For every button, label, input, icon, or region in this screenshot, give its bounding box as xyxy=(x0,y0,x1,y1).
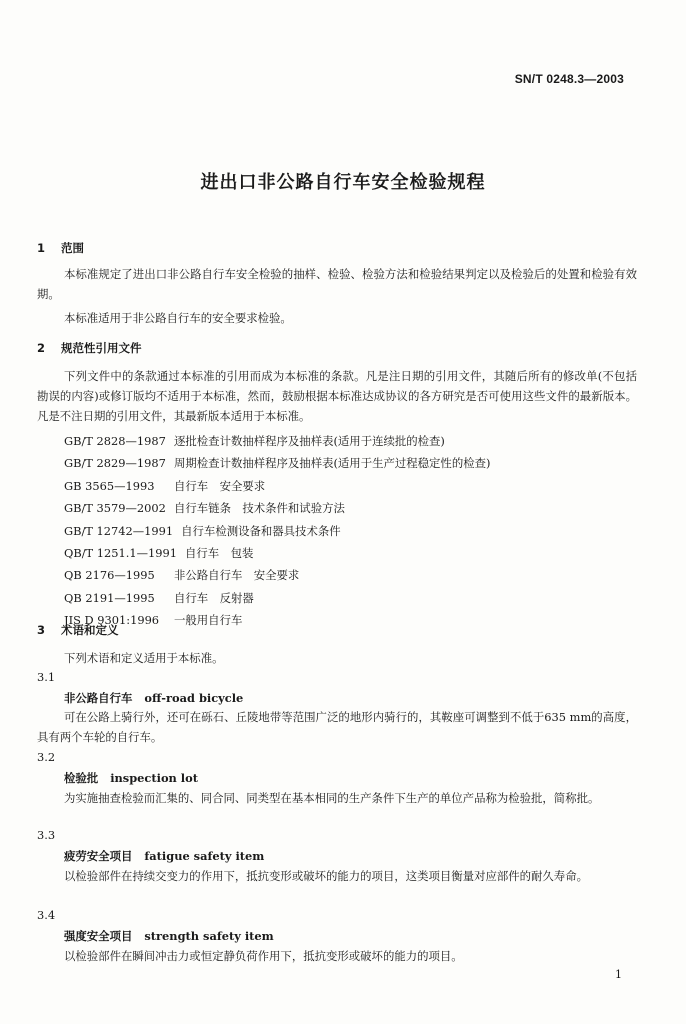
term-en: off-road bicycle xyxy=(144,691,244,705)
reference-code: JIS D 9301:1996 xyxy=(64,613,160,628)
clause-number: 3.1 xyxy=(37,670,56,684)
term-en: strength safety item xyxy=(144,929,274,943)
reference-list xyxy=(64,430,490,632)
list-item xyxy=(64,587,490,609)
list-item xyxy=(64,430,490,452)
section-number: 2 xyxy=(37,341,46,355)
term-en: fatigue safety item xyxy=(144,849,265,863)
term-definition: 为实施抽查检验而汇集的、同合同、同类型在基本相同的生产条件下生产的单位产品称为检验批，简称批。 xyxy=(64,791,600,805)
term-zh: 疲劳安全项目 xyxy=(64,849,133,863)
reference-title: 自行车检测设备和器具技术条件 xyxy=(181,523,341,538)
reference-title: 周期检查计数抽样程序及抽样表(适用于生产过程稳定性的检查) xyxy=(174,456,491,471)
reference-code: GB/T 3579—2002 xyxy=(64,501,166,516)
section-title: 范围 xyxy=(61,241,84,255)
term-heading xyxy=(64,928,274,944)
list-item xyxy=(64,452,490,474)
reference-code: QB/T 1251.1—1991 xyxy=(64,545,177,560)
term-zh: 非公路自行车 xyxy=(64,691,133,705)
term-heading xyxy=(64,848,264,864)
section-number: 1 xyxy=(37,241,46,255)
list-item xyxy=(64,520,490,542)
term-definition: 可在公路上骑行外，还可在砾石、丘陵地带等范围广泛的地形内骑行的，其鞍座可调整到不低于635 mm的高度，具有两个车轮的自行车。 xyxy=(37,710,637,744)
standard-code: SN/T 0248.3—2003 xyxy=(514,72,624,86)
reference-code: GB/T 2828—1987 xyxy=(64,434,166,448)
list-item xyxy=(64,609,490,631)
term-heading xyxy=(64,690,243,706)
reference-title: 自行车 包装 xyxy=(185,545,254,560)
clause-number: 3.3 xyxy=(37,828,56,842)
term-en: inspection lot xyxy=(110,771,198,785)
section-heading-normative-refs xyxy=(37,340,142,356)
reference-title: 非公路自行车 安全要求 xyxy=(174,568,300,583)
term-heading xyxy=(64,770,198,786)
term-zh: 检验批 xyxy=(64,771,99,785)
document-title: 进出口非公路自行车安全检验规程 xyxy=(200,172,486,193)
list-item xyxy=(64,564,490,586)
reference-code: QB 2191—1995 xyxy=(64,590,155,605)
section-heading-terms xyxy=(37,622,119,638)
list-item xyxy=(64,475,490,497)
reference-title: 逐批检查计数抽样程序及抽样表(适用于连续批的检查) xyxy=(174,434,445,448)
reference-title: 自行车 安全要求 xyxy=(174,478,266,493)
term-definition: 以检验部件在瞬间冲击力或恒定静负荷作用下，抵抗变形或破坏的能力的项目。 xyxy=(64,949,463,963)
reference-title: 自行车 反射器 xyxy=(174,590,254,605)
term-zh: 强度安全项目 xyxy=(64,929,133,943)
list-item xyxy=(64,497,490,519)
reference-code: GB/T 2829—1987 xyxy=(64,456,166,471)
reference-title: 一般用自行车 xyxy=(174,613,243,628)
reference-code: GB/T 12742—1991 xyxy=(64,523,174,538)
section-number: 3 xyxy=(37,623,46,637)
scope-paragraph-1: 本标准规定了进出口非公路自行车安全检验的抽样、检验、检验方法和检验结果判定以及检验后的处置和检验有效期。 xyxy=(37,267,637,301)
section-title: 术语和定义 xyxy=(61,623,119,637)
terms-intro: 下列术语和定义适用于本标准。 xyxy=(64,651,224,665)
section-title: 规范性引用文件 xyxy=(61,341,142,355)
clause-number: 3.4 xyxy=(37,908,56,922)
reference-title: 自行车链条 技术条件和试验方法 xyxy=(174,501,345,516)
list-item xyxy=(64,542,490,564)
scope-paragraph-2: 本标准适用于非公路自行车的安全要求检验。 xyxy=(64,311,292,325)
clause-number: 3.2 xyxy=(37,750,56,764)
term-definition: 以检验部件在持续交变力的作用下，抵抗变形或破坏的能力的项目，这类项目衡量对应部件的耐久寿命。 xyxy=(64,869,588,883)
page-number: 1 xyxy=(615,968,622,981)
reference-code: GB 3565—1993 xyxy=(64,478,155,493)
section-heading-scope xyxy=(37,240,84,256)
reference-code: QB 2176—1995 xyxy=(64,568,155,583)
normative-refs-intro: 下列文件中的条款通过本标准的引用而成为本标准的条款。凡是注日期的引用文件，其随后所有的修改单(不包括勘误的内容)或修订版均不适用于本标准，然而，鼓励根据本标准达成协议的各方研究是否可使用这些文件的最新版本。凡是不注日期的引用文件，其最新版本适用于本标准。 xyxy=(37,369,637,423)
